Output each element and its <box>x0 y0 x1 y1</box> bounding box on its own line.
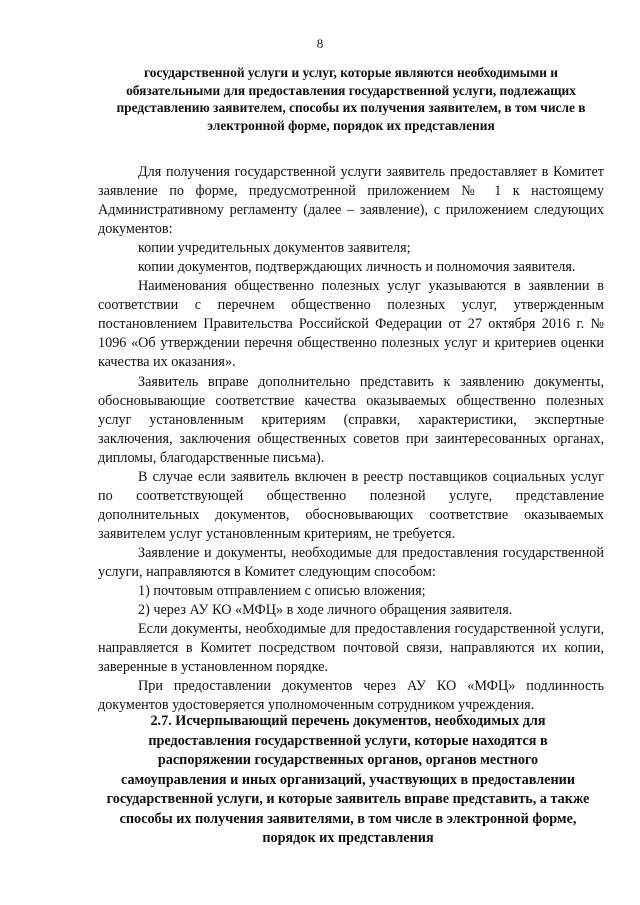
paragraph-mfc-authentication: При предоставлении документов через АУ КО «МФЦ» подлинность документов удостоверяется уполномоченным сотрудником учреждения. <box>98 678 604 714</box>
list-item-postal: 1) почтовым отправлением с описью вложения; <box>138 583 426 600</box>
list-item-identity-docs: копии документов, подтверждающих личность и полномочия заявителя. <box>138 259 576 276</box>
list-item-mfc: 2) через АУ КО «МФЦ» в ходе личного обращения заявителя. <box>138 602 513 619</box>
paragraph-additional-docs: Заявитель вправе дополнительно представить к заявлению документы, обосновывающие соответствие качества оказываемых общественно полезных услуг установленным критериям (справки, характеристики, экспертные заключения, заключения общественных советов при заинтересованных органах, дипломы, благодарственные письма). <box>98 373 604 466</box>
paragraph-application-intro: Для получения государственной услуги заявитель предоставляет в Комитет заявление по форме, предусмотренной приложением № 1 к настоящему Административному регламенту (далее – заявление), с приложением следующих документов: <box>98 164 604 238</box>
section-heading-2-7: 2.7. Исчерпывающий перечень документов, необходимых для предоставления государственной услуги, которые находятся в распоряжении государственных органов, органов местного самоуправления и иных организаций, участвующих в предоставлении государственной услуги, и которые заявитель вправе представить, а также способы их получения заявителями, в том числе в электронной форме, порядок их представления <box>106 713 590 846</box>
paragraph-service-names: Наименования общественно полезных услуг указываются в заявлении в соответствии с перечнем общественно полезных услуг, утвержденным постановлением Правительства Российской Федерации от 27 октября 2016 г. № 1096 «Об утверждении перечня общественно полезных услуг и критериев оценки качества их оказания». <box>98 278 604 371</box>
paragraph-registry: В случае если заявитель включен в реестр поставщиков социальных услуг по соответствующей общественно полезной услуге, представление дополнительных документов, обосновывающих соответствие оказываемых заявителем услуг установленным критериям, не требуется. <box>98 468 604 542</box>
paragraph-submission-methods: Заявление и документы, необходимые для предоставления государственной услуги, направляются в Комитет следующим способом: <box>98 544 604 580</box>
list-item-founding-docs: копии учредительных документов заявителя; <box>138 240 411 257</box>
paragraph-postal-copies: Если документы, необходимые для предоставления государственной услуги, направляется в Комитет посредством почтовой связи, направляются их копии, заверенные в установленном порядке. <box>98 621 604 676</box>
page-number: 8 <box>316 36 324 51</box>
document-body <box>98 163 604 715</box>
section-heading-continued: государственной услуги и услуг, которые являются необходимыми и обязательными для предоставления государственной услуги, подлежащих представлению заявителем, способы их получения заявителем, в том числе в электронной форме, порядок их представления <box>116 65 586 133</box>
